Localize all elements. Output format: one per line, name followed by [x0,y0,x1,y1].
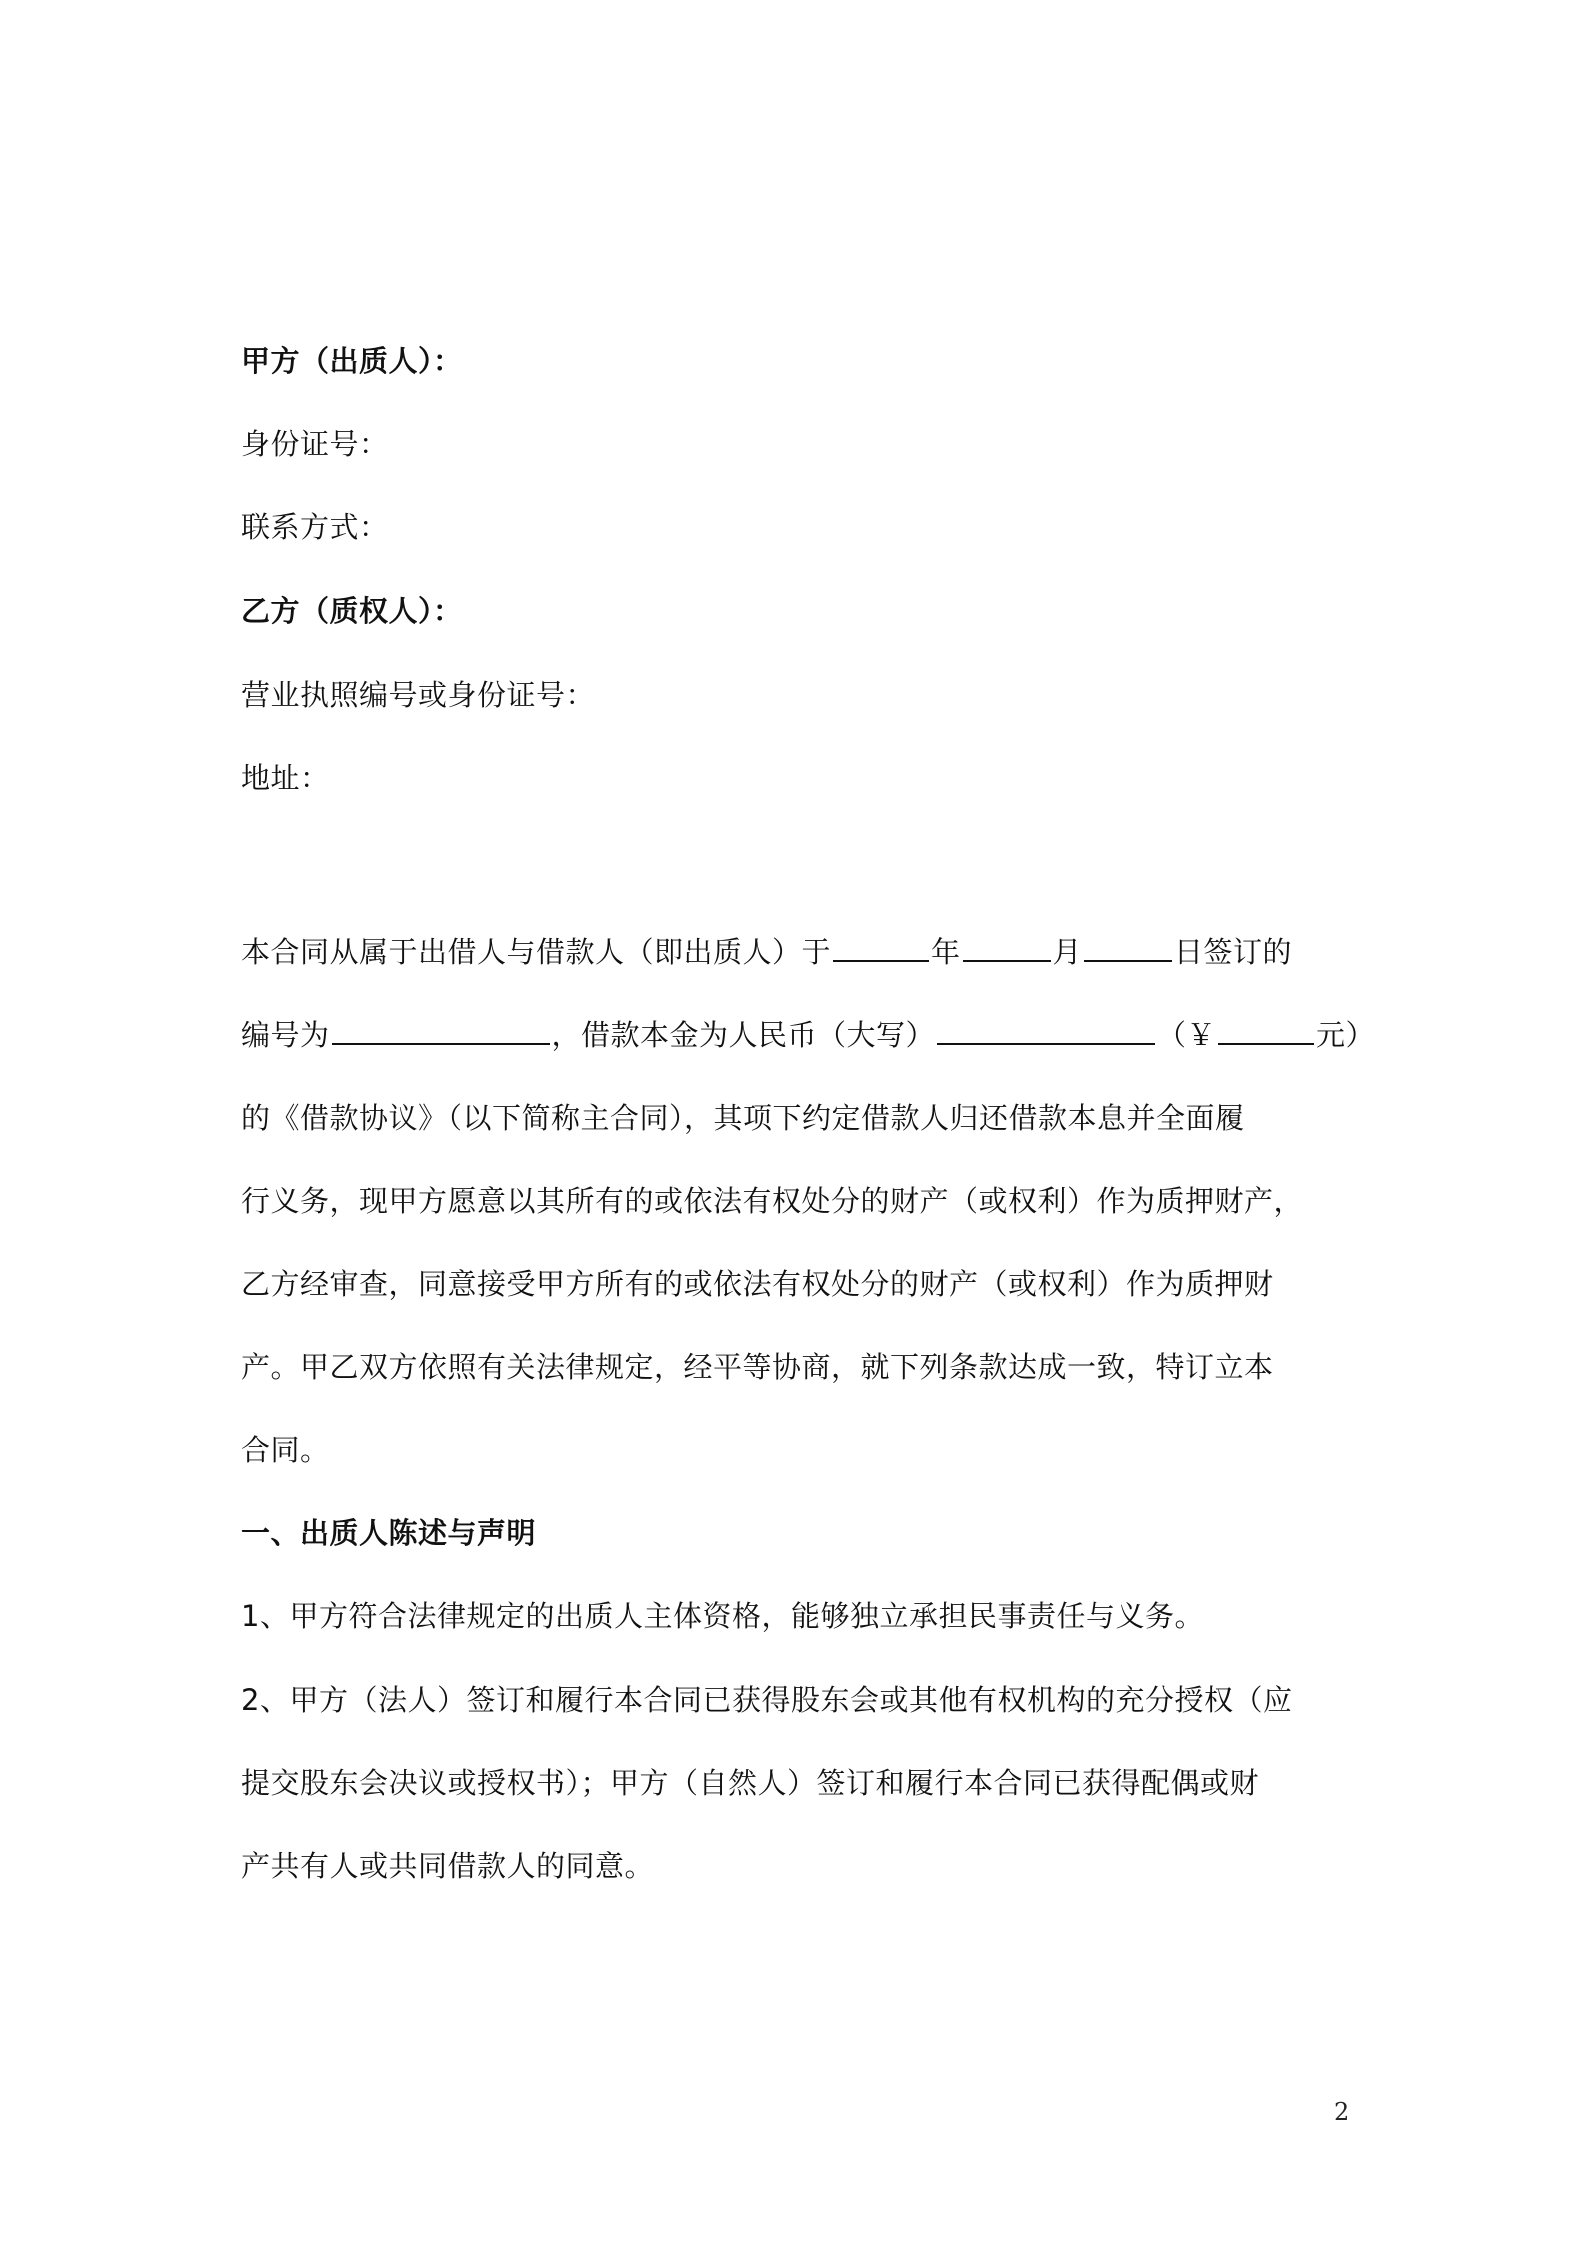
blank-day [1084,934,1172,962]
blank-year [833,934,929,962]
section-1-item-2-line-3: 产共有人或共同借款人的同意。 [241,1849,655,1883]
party-a-label: 甲方（出质人）： [241,344,463,378]
preamble-text: 元） [1316,1018,1376,1052]
blank-amount-figures [1218,1017,1314,1045]
preamble-text: ，借款本金为人民币（大写） [551,1018,936,1052]
preamble-line-1 [241,934,1292,970]
blank-contract-number [332,1017,550,1045]
party-b-license-field: 营业执照编号或身份证号： [241,678,596,712]
preamble-line-6: 产。甲乙双方依照有关法律规定，经平等协商，就下列条款达成一致，特订立本 [241,1350,1274,1384]
preamble-text: 本合同从属于出借人与借款人（即出质人）于 [241,935,832,969]
section-1-item-2-line-1: 2、甲方（法人）签订和履行本合同已获得股东会或其他有权机构的充分授权（应 [241,1683,1293,1717]
section-1-item-1: 1、甲方符合法律规定的出质人主体资格，能够独立承担民事责任与义务。 [241,1599,1204,1633]
day-label: 日签订的 [1174,935,1293,969]
preamble-line-4: 行义务，现甲方愿意以其所有的或依法有权处分的财产（或权利）作为质押财产， [241,1184,1304,1218]
preamble-text: 编号为 [241,1018,330,1052]
preamble-line-7: 合同。 [241,1433,330,1467]
blank-month [963,934,1051,962]
party-a-contact-field: 联系方式： [241,510,389,544]
page-number: 2 [1334,2098,1350,2126]
party-a-id-field: 身份证号： [241,427,389,461]
preamble-text: （￥ [1157,1018,1217,1052]
year-label: 年 [931,935,961,969]
section-1-heading: 一、出质人陈述与声明 [241,1516,537,1550]
party-b-label: 乙方（质权人）： [241,594,463,628]
preamble-line-5: 乙方经审查，同意接受甲方所有的或依法有权处分的财产（或权利）作为质押财 [241,1267,1274,1301]
preamble-line-3: 的《借款协议》（以下简称主合同），其项下约定借款人归还借款本息并全面履 [241,1101,1245,1135]
party-b-address-field: 地址： [241,761,330,795]
month-label: 月 [1052,935,1083,969]
preamble-line-2 [241,1017,1375,1053]
section-1-item-2-line-2: 提交股东会决议或授权书）；甲方（自然人）签订和履行本合同已获得配偶或财 [241,1766,1260,1800]
blank-amount-words [937,1017,1155,1045]
